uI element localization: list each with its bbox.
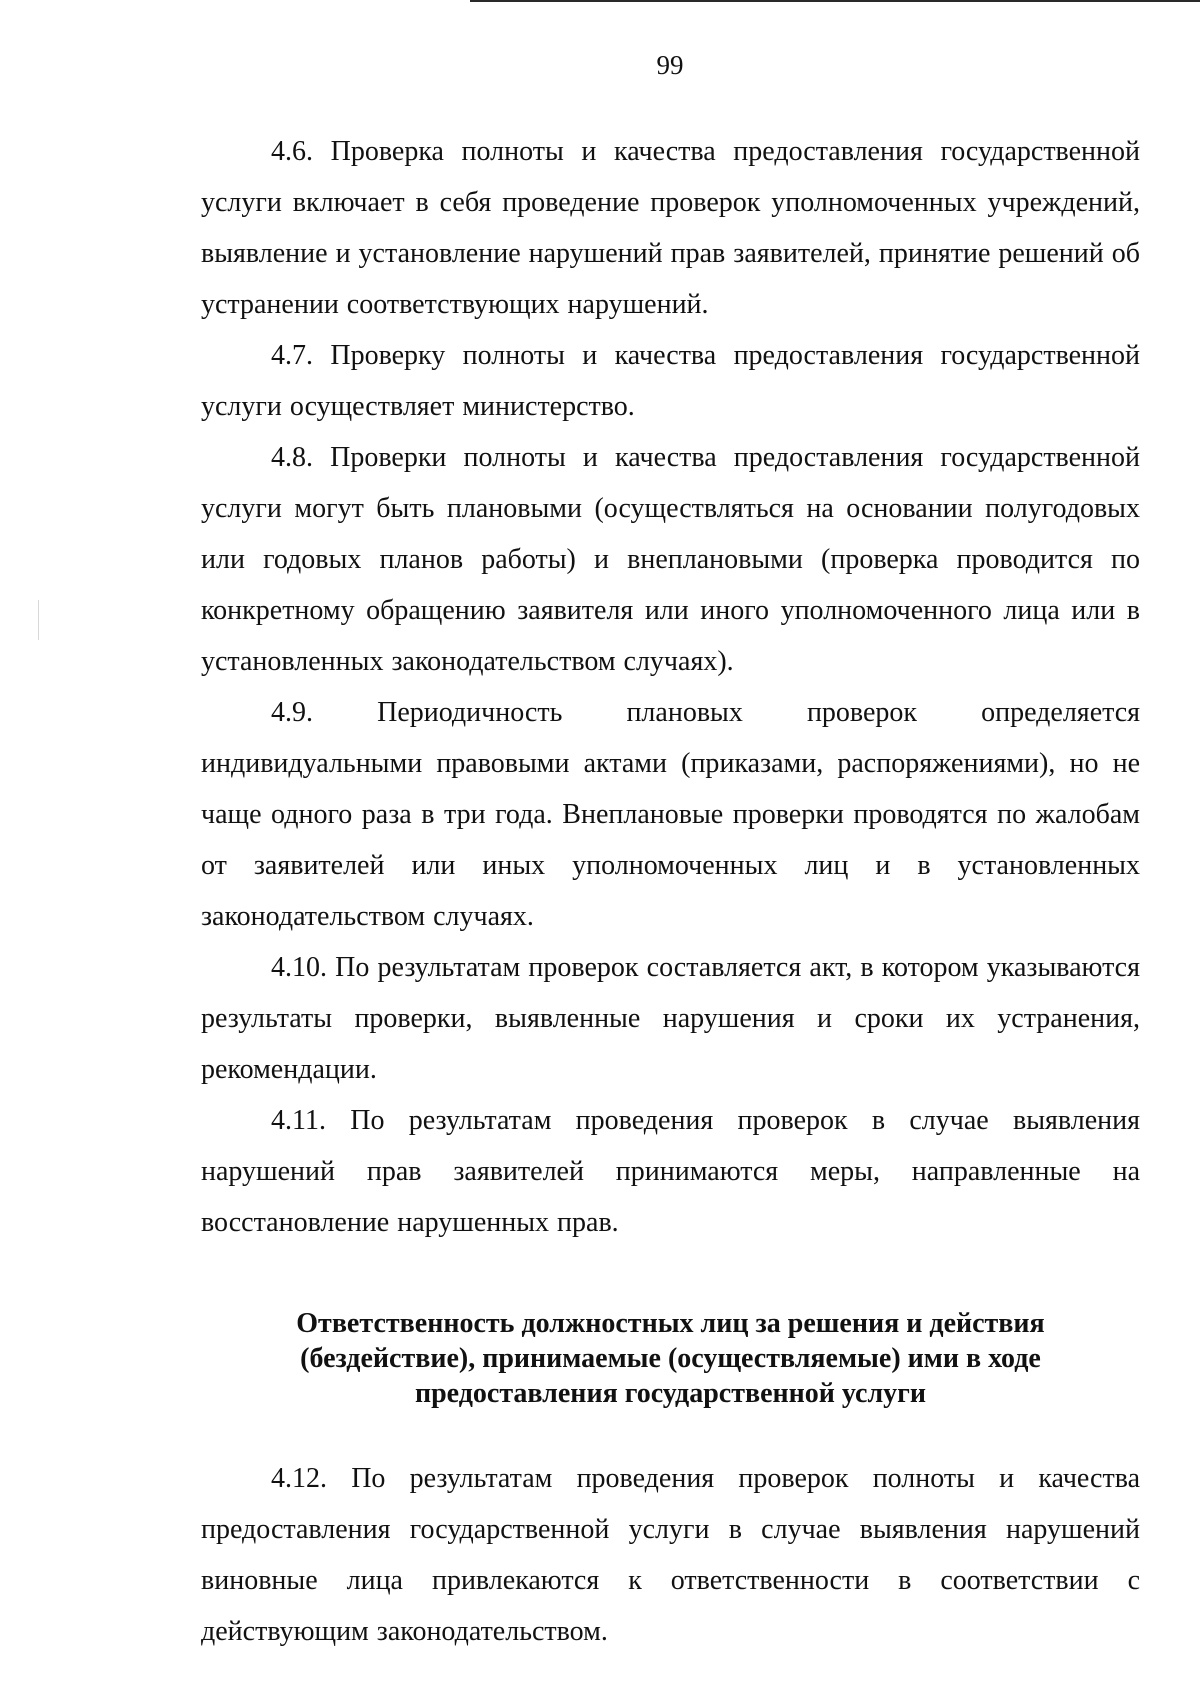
page-number: 99 <box>656 50 684 80</box>
section-heading <box>201 1306 1140 1411</box>
scan-top-edge-line <box>470 0 1200 2</box>
paragraph-4-9: 4.9. Периодичность плановых проверок определяется индивидуальными правовыми актами (приказами, распоряжениями), но не чаще одного раза в три года. Внеплановые проверки проводятся по жалобам от заявителей или иных уполномоченных лиц и в установленных законодательством случаях. <box>201 697 1140 932</box>
paragraph-4-6: 4.6. Проверка полноты и качества предоставления государственной услуги включает в себя проведение проверок уполномоченных учреждений, выявление и установление нарушений прав заявителей, принятие решений об устранении соответствующих нарушений. <box>201 136 1140 320</box>
paragraph-4-7: 4.7. Проверку полноты и качества предоставления государственной услуги осуществляет министерство. <box>201 340 1140 422</box>
section-heading-line: Ответственность должностных лиц за решения и действия <box>296 1308 1045 1339</box>
section-heading-line: (бездействие), принимаемые (осуществляемые) ими в ходе <box>300 1343 1041 1374</box>
document-body <box>201 126 1140 1657</box>
paragraph-4-8: 4.8. Проверки полноты и качества предоставления государственной услуги могут быть плановыми (осуществляться на основании полугодовых или годовых планов работы) и внеплановыми (проверка проводится по конкретному обращению заявителя или иного уполномоченного лица или в установленных законодательством случаях). <box>201 442 1140 677</box>
scan-speck <box>38 600 39 640</box>
paragraph-4-10: 4.10. По результатам проверок составляется акт, в котором указываются результаты проверки, выявленные нарушения и сроки их устранения, рекомендации. <box>201 952 1140 1085</box>
paragraph-4-12: 4.12. По результатам проведения проверок полноты и качества предоставления государственной услуги в случае выявления нарушений виновные лица привлекаются к ответственности в соответствии с действующим законодательством. <box>201 1463 1140 1647</box>
section-heading-line: предоставления государственной услуги <box>414 1378 927 1409</box>
paragraph-4-11: 4.11. По результатам проведения проверок в случае выявления нарушений прав заявителей принимаются меры, направленные на восстановление нарушенных прав. <box>201 1105 1140 1238</box>
